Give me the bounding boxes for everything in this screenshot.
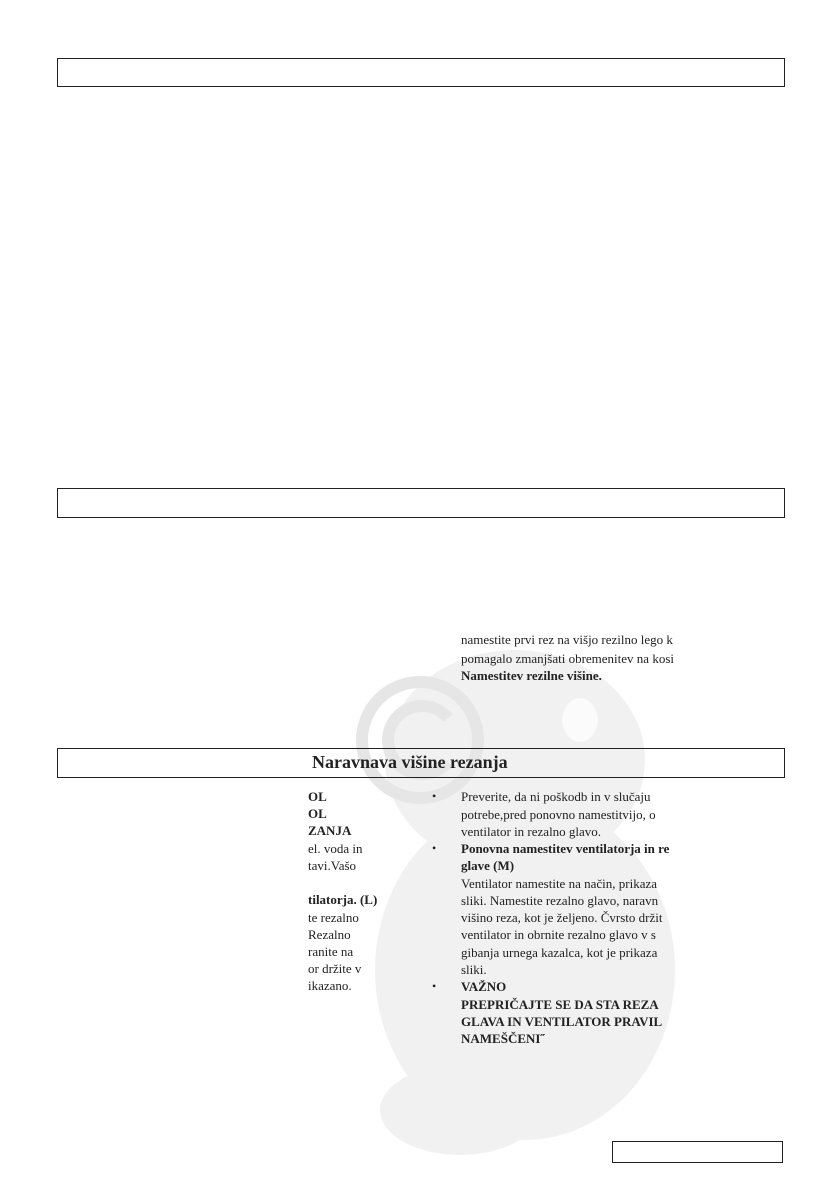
page-number-box — [612, 1141, 783, 1163]
refit-heading-line-2: glave (M) — [461, 858, 515, 873]
important-line-1: VAŽNO — [461, 979, 507, 994]
left-fragment-2: OL — [308, 806, 327, 821]
middle-box — [57, 488, 785, 518]
continuation-line-2: pomagalo zmanjšati obremenitev na kosi — [461, 651, 674, 666]
left-fragment-9: Rezalno — [308, 927, 351, 942]
refit-body-line-4: ventilator in obrnite rezalno glavo v s — [461, 927, 656, 942]
left-fragment-10: ranite na — [308, 944, 354, 959]
left-fragment-12: ikazano. — [308, 978, 352, 993]
bullet-check-line-1: Preverite, da ni poškodb in v slučaju — [461, 789, 651, 804]
section-title: Naravnava višine rezanja — [312, 752, 508, 772]
refit-body-line-3: višino reza, kot je željeno. Čvrsto držit — [461, 910, 663, 925]
refit-body-line-1: Ventilator namestite na način, prikaza — [461, 876, 658, 891]
left-fragment-4: el. voda in — [308, 841, 363, 856]
important-line-2: PREPRIČAJTE SE DA STA REZA — [461, 997, 659, 1012]
refit-body-line-6: sliki. — [461, 962, 487, 977]
refit-heading-line-1: Ponovna namestitev ventilatorja in re — [461, 841, 670, 856]
bullet-refit-marker: • — [432, 841, 437, 855]
left-fragment-5: tavi.Vašo — [308, 858, 357, 873]
bullet-check-line-3: ventilator in rezalno glavo. — [461, 824, 602, 839]
bullet-check-marker: • — [432, 789, 437, 803]
left-fragment-7: tilatorja. (L) — [308, 892, 378, 907]
bullet-important-marker: • — [432, 979, 437, 993]
left-fragment-8: te rezalno — [308, 910, 359, 925]
important-line-3: GLAVA IN VENTILATOR PRAVIL — [461, 1014, 663, 1029]
left-fragment-3: ZANJA — [308, 823, 352, 838]
continuation-line-1: namestite prvi rez na višjo rezilno lego k — [461, 632, 673, 647]
left-fragment-11: or držite v — [308, 961, 362, 976]
refit-body-line-5: gibanja urnega kazalca, kot je prikaza — [461, 945, 658, 960]
header-box — [57, 58, 785, 87]
section-title-box — [57, 748, 785, 778]
refit-body-line-2: sliki. Namestite rezalno glavo, naravn — [461, 893, 659, 908]
important-line-4: NAMEŠČENI˝ — [461, 1031, 545, 1046]
left-fragment-1: OL — [308, 789, 327, 804]
continuation-line-3: Namestitev rezilne višine. — [461, 668, 602, 682]
bullet-check-line-2: potrebe,pred ponovno namestitvijo, o — [461, 807, 656, 822]
